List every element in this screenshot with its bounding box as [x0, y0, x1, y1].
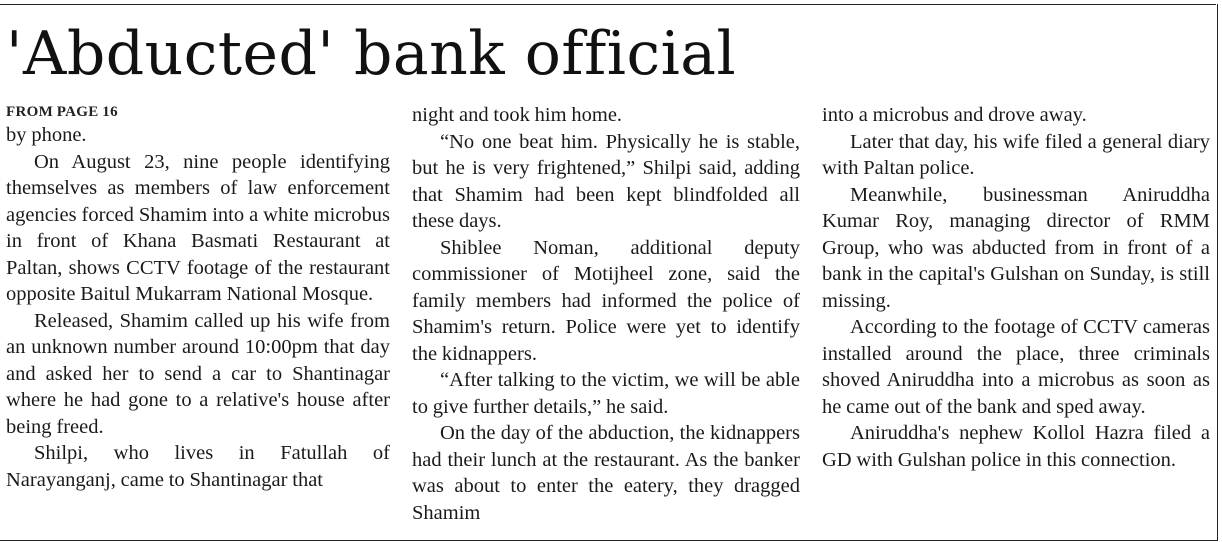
paragraph: Meanwhile, businessman Aniruddha Kumar Roy, managing director of RMM Group, who was abducted from in front of a bank in the capital's Gulshan on Sunday, is still missing.: [822, 183, 1210, 312]
paragraph: Aniruddha's nephew Kollol Hazra filed a GD with Gulshan police in this connection.: [822, 422, 1210, 471]
continued-from-kicker: FROM PAGE 16: [6, 104, 118, 120]
paragraph: Shilpi, who lives in Fatullah of Narayanganj, came to Shantinagar that: [6, 442, 390, 491]
paragraph: “No one beat him. Physically he is stable, but he is very frightened,” Shilpi said, adding that Shamim had been kept blindfolded all these days.: [412, 130, 800, 232]
paragraph: Released, Shamim called up his wife from an unknown number around 10:00pm that day and asked her to send a car to Shantinagar where he had gone to a relative's house after being freed.: [6, 309, 390, 438]
article-column-1: [6, 102, 390, 493]
paragraph: According to the footage of CCTV cameras installed around the place, three criminals shoved Aniruddha into a microbus as soon as he came out of the bank and sped away.: [822, 316, 1210, 418]
paragraph: Shiblee Noman, additional deputy commissioner of Motijheel zone, said the family members had informed the police of Shamim's return. Police were yet to identify the kidnappers.: [412, 236, 800, 365]
paragraph: by phone.: [6, 124, 87, 146]
article-column-2: [412, 102, 800, 526]
paragraph: On the day of the abduction, the kidnappers had their lunch at the restaurant. As the banker was about to enter the eatery, they dragged Shamim: [412, 422, 800, 524]
paragraph: “After talking to the victim, we will be able to give further details,” he said.: [412, 369, 800, 418]
paragraph: into a microbus and drove away.: [822, 104, 1087, 126]
paragraph: Later that day, his wife filed a general diary with Paltan police.: [822, 130, 1210, 179]
paragraph: On August 23, nine people identifying themselves as members of law enforcement agencies forced Shamim into a white microbus in front of Khana Basmati Restaurant at Paltan, shows CCTV footage of the restaurant opposite Baitul Mukarram National Mosque.: [6, 150, 390, 305]
bottom-rule: [0, 540, 1218, 541]
paragraph: night and took him home.: [412, 104, 623, 126]
article-column-3: [822, 102, 1210, 473]
headline: 'Abducted' bank official: [6, 19, 737, 89]
right-rule: [1217, 4, 1218, 540]
top-rule: [0, 4, 1216, 5]
